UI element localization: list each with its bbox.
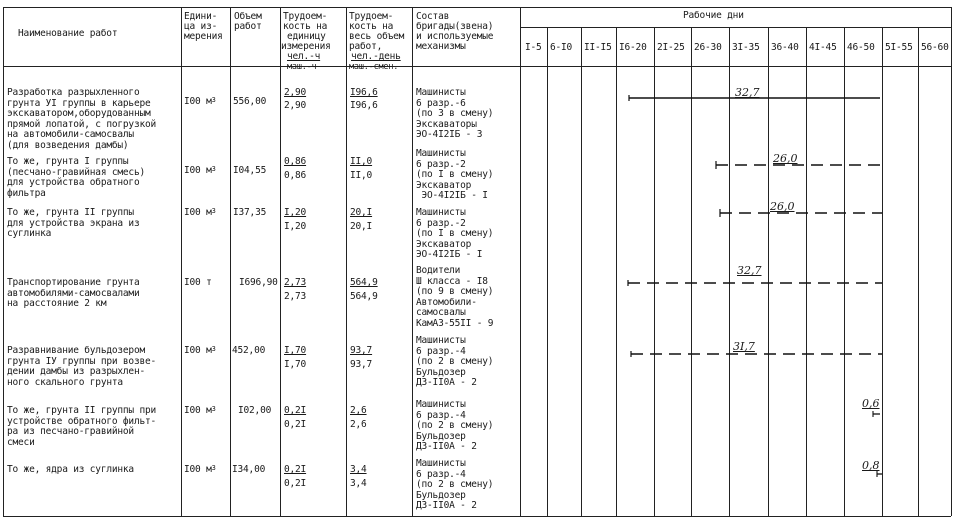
labor-unit-top: 0,2I	[284, 464, 307, 475]
crew: Машинисты 6 разр.-2 (по I в смену) Экскаватор ЭО-4I2IБ - I	[416, 148, 494, 201]
labor-unit-bottom: 0,86	[284, 170, 307, 181]
gantt-bar-row-5	[631, 351, 882, 357]
labor-total-bottom: I96,6	[350, 100, 378, 111]
header-labor-total-unit-top: чел.-день	[351, 51, 401, 62]
duration-label: 26,0	[773, 152, 798, 165]
period-header: I6-20	[619, 42, 647, 53]
unit-text: I00 м	[184, 345, 212, 356]
work-volume: I37,35	[233, 207, 267, 218]
crew: Машинисты 6 разр.-4 (по 2 в смену) Бульдозер ДЗ-II0А - 2	[416, 399, 494, 452]
header-name: Наименование работ	[18, 28, 118, 39]
work-volume: 452,00	[232, 345, 266, 356]
header-unit: Едини- ца из- мерения	[184, 11, 223, 42]
gantt-bar-row-6	[873, 411, 880, 417]
period-header: 5I-55	[885, 42, 913, 53]
header-labor-unit-unit-top: чел.-ч	[287, 51, 321, 62]
duration-label: 0,6	[862, 397, 880, 410]
labor-total-top: I96,6	[350, 87, 378, 98]
header-labor-total-line: весь объем	[349, 31, 405, 42]
work-name: То же, грунта II группы для устройства экрана из суглинка	[7, 207, 140, 239]
labor-unit-top: 0,2I	[284, 405, 307, 416]
header-labor-total-line: работ,	[349, 41, 383, 52]
period-header: 3I-35	[732, 42, 760, 53]
period-header: 4I-45	[809, 42, 837, 53]
labor-unit-top: 2,73	[284, 277, 307, 288]
work-name: То же, грунта I группы (песчано-гравийная смесь) для устройства обратного фильтра	[7, 156, 145, 199]
period-header: 36-40	[771, 42, 799, 53]
labor-unit-bottom: I,20	[284, 221, 307, 232]
crew: Машинисты 6 разр.-4 (по 2 в смену) Бульдозер ДЗ-II0А - 2	[416, 335, 494, 388]
work-name: Разравнивание бульдозером грунта IУ группы при возве- дении дамбы из разрыхлен- ного скального грунта	[7, 345, 157, 388]
labor-total-bottom: 564,9	[350, 291, 378, 302]
duration-label: 32,7	[735, 86, 760, 99]
header-labor-unit-line: кость на	[283, 21, 328, 32]
labor-total-top: 93,7	[350, 345, 373, 356]
period-header: 2I-25	[657, 42, 685, 53]
labor-unit-bottom: 2,90	[284, 100, 307, 111]
work-name: Разработка разрыхленного грунта УI группы в карьере экскаватором,оборудованным прямой лопатой, с погрузкой на автомобили-самосвалы (для возведения дамбы)	[7, 87, 157, 151]
labor-unit-top: 2,90	[284, 87, 307, 98]
unit-text: I00 т	[184, 277, 212, 288]
labor-total-bottom: 93,7	[350, 359, 373, 370]
labor-unit-bottom: I,70	[284, 359, 307, 370]
duration-label: 3I,7	[733, 340, 755, 353]
period-header: 46-50	[847, 42, 875, 53]
header-volume: Объем работ	[234, 11, 262, 32]
labor-total-top: 20,I	[350, 207, 373, 218]
work-name: Транспортирование грунта автомобилями-самосвалами на расстояние 2 км	[7, 277, 140, 309]
unit-superscript: 3	[211, 405, 216, 413]
header-crew: Состав бригады(звена) и используемые механизмы	[416, 11, 494, 52]
work-volume: I34,00	[232, 464, 266, 475]
labor-total-top: 2,6	[350, 405, 367, 416]
duration-label: 32,7	[737, 264, 762, 277]
period-header: 6-I0	[550, 42, 573, 53]
header-labor-unit-unit-bottom: маш.-ч	[287, 62, 317, 72]
labor-total-top: 3,4	[350, 464, 367, 475]
unit-text: I00 м	[184, 207, 212, 218]
work-volume: I04,55	[233, 165, 267, 176]
labor-total-bottom: 3,4	[350, 478, 367, 489]
labor-total-bottom: 20,I	[350, 221, 373, 232]
header-labor-unit-line: единицу	[287, 31, 326, 42]
unit-text: I00 м	[184, 405, 212, 416]
labor-total-bottom: II,0	[350, 170, 373, 181]
header-labor-total-line: Трудоем-	[349, 11, 394, 22]
crew: Машинисты 6 разр.-6 (по 3 в смену) Экскаваторы ЭО-4I2IБ - 3	[416, 87, 494, 140]
duration-label: 26,0	[770, 200, 795, 213]
unit-text: I00 м	[184, 165, 212, 176]
crew: Машинисты 6 разр.-4 (по 2 в смену) Бульдозер ДЗ-II0А - 2	[416, 458, 494, 511]
unit-superscript: 3	[211, 345, 216, 353]
unit-superscript: 3	[211, 165, 216, 173]
period-header: II-I5	[584, 42, 612, 53]
period-header: 56-60	[921, 42, 949, 53]
header-workdays: Рабочие дни	[683, 10, 744, 21]
work-volume: 556,00	[233, 96, 267, 107]
header-labor-total-line: кость на	[349, 21, 394, 32]
labor-unit-top: 0,86	[284, 156, 307, 167]
labor-unit-bottom: 0,2I	[284, 478, 307, 489]
labor-unit-bottom: 2,73	[284, 291, 307, 302]
labor-unit-top: I,70	[284, 345, 307, 356]
labor-total-top: 564,9	[350, 277, 378, 288]
unit-superscript: 3	[211, 207, 216, 215]
labor-unit-bottom: 0,2I	[284, 419, 307, 430]
header-labor-unit-line: измерения	[281, 41, 331, 52]
work-name: То же, грунта II группы при устройстве обратного фильт- ра из песчано-гравийной смеси	[7, 405, 157, 448]
unit-superscript: 3	[211, 464, 216, 472]
header-labor-total-unit-bottom: маш.-смен.	[349, 62, 399, 72]
crew: Водители Ш класса - I8 (по 9 в смену) Автомобили- самосвалы КамАЗ-55II - 9	[416, 265, 494, 329]
work-volume: I696,90	[239, 277, 278, 288]
header-labor-unit-line: Трудоем-	[283, 11, 328, 22]
work-volume: I02,00	[238, 405, 272, 416]
labor-total-bottom: 2,6	[350, 419, 367, 430]
crew: Машинисты 6 разр.-2 (по I в смену) Экскаватор ЭО-4I2IБ - I	[416, 207, 494, 260]
unit-text: I00 м	[184, 96, 212, 107]
gantt-bar-row-2	[716, 161, 882, 169]
period-header: I-5	[525, 42, 542, 53]
unit-superscript: 3	[211, 96, 216, 104]
unit-text: I00 м	[184, 464, 212, 475]
gantt-bar-row-4	[628, 280, 882, 286]
duration-label: 0,8	[862, 459, 880, 472]
period-header: 26-30	[694, 42, 722, 53]
labor-unit-top: I,20	[284, 207, 307, 218]
labor-total-top: II,0	[350, 156, 373, 167]
gantt-bar-row-3	[720, 209, 882, 217]
work-name: То же, ядра из суглинка	[7, 464, 134, 475]
